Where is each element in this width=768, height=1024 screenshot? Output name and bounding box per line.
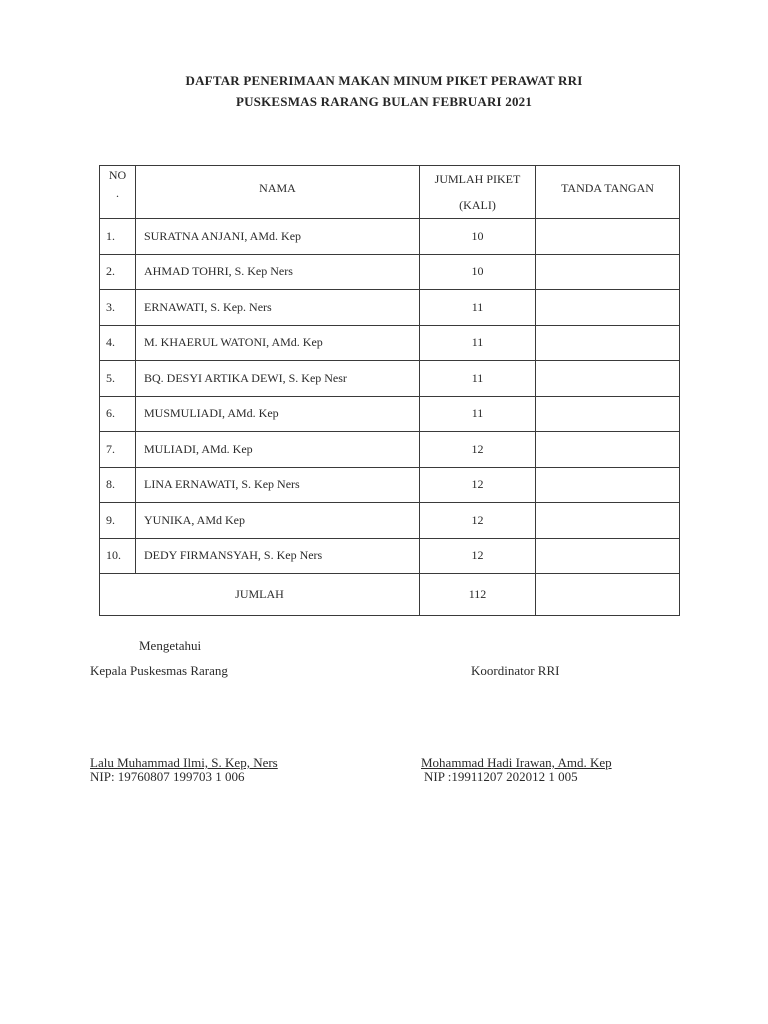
row-signature-cell <box>536 290 680 326</box>
row-jumlah-piket: 11 <box>420 361 536 397</box>
row-signature-cell <box>536 325 680 361</box>
mengetahui-label: Mengetahui <box>139 638 202 653</box>
row-jumlah-piket: 11 <box>420 290 536 326</box>
row-number: 3. <box>100 290 136 326</box>
row-nama: MUSMULIADI, AMd. Kep <box>136 396 420 432</box>
header-jumlah-piket <box>420 166 536 219</box>
row-jumlah-piket: 11 <box>420 396 536 432</box>
header-jumlah-line2: (KALI) <box>459 198 496 212</box>
total-value: 112 <box>420 574 536 616</box>
document-title: DAFTAR PENERIMAAN MAKAN MINUM PIKET PERAWAT RRI <box>185 73 583 88</box>
header-nama: NAMA <box>136 166 420 219</box>
table-row <box>100 361 680 397</box>
row-signature-cell <box>536 467 680 503</box>
header-no-line1: NO <box>108 168 127 182</box>
row-number: 9. <box>100 503 136 539</box>
row-nama: MULIADI, AMd. Kep <box>136 432 420 468</box>
row-jumlah-piket: 12 <box>420 432 536 468</box>
row-nama: YUNIKA, AMd Kep <box>136 503 420 539</box>
table-row <box>100 254 680 290</box>
total-row <box>100 574 680 616</box>
row-number: 10. <box>100 538 136 574</box>
table-row <box>100 325 680 361</box>
row-nama: LINA ERNAWATI, S. Kep Ners <box>136 467 420 503</box>
left-signer-nip: NIP: 19760807 199703 1 006 <box>90 769 245 784</box>
table-row <box>100 538 680 574</box>
left-signer-title: Kepala Puskesmas Rarang <box>90 663 228 678</box>
header-no <box>100 166 136 219</box>
document-subtitle: PUSKESMAS RARANG BULAN FEBRUARI 2021 <box>235 94 533 109</box>
row-jumlah-piket: 12 <box>420 503 536 539</box>
row-signature-cell <box>536 538 680 574</box>
row-nama: SURATNA ANJANI, AMd. Kep <box>136 219 420 255</box>
right-signer-nip: NIP :19911207 202012 1 005 <box>424 769 578 784</box>
row-signature-cell <box>536 432 680 468</box>
row-signature-cell <box>536 503 680 539</box>
header-tanda-tangan: TANDA TANGAN <box>536 166 680 219</box>
row-nama: AHMAD TOHRI, S. Kep Ners <box>136 254 420 290</box>
table-row <box>100 219 680 255</box>
total-label: JUMLAH <box>100 574 420 616</box>
row-number: 4. <box>100 325 136 361</box>
row-number: 8. <box>100 467 136 503</box>
row-jumlah-piket: 11 <box>420 325 536 361</box>
right-signer-title: Koordinator RRI <box>471 663 560 678</box>
table-row <box>100 290 680 326</box>
row-number: 5. <box>100 361 136 397</box>
piket-table <box>99 165 680 616</box>
row-signature-cell <box>536 361 680 397</box>
row-number: 7. <box>100 432 136 468</box>
table-row <box>100 432 680 468</box>
row-number: 1. <box>100 219 136 255</box>
header-no-line2: . <box>116 186 119 200</box>
header-jumlah-line1: JUMLAH PIKET <box>434 172 521 186</box>
right-signer-name: Mohammad Hadi Irawan, Amd. Kep <box>421 755 612 770</box>
total-signature-cell <box>536 574 680 616</box>
row-nama: DEDY FIRMANSYAH, S. Kep Ners <box>136 538 420 574</box>
row-number: 2. <box>100 254 136 290</box>
row-signature-cell <box>536 219 680 255</box>
table-row <box>100 503 680 539</box>
row-nama: ERNAWATI, S. Kep. Ners <box>136 290 420 326</box>
table-row <box>100 467 680 503</box>
row-signature-cell <box>536 254 680 290</box>
left-signer-name: Lalu Muhammad Ilmi, S. Kep, Ners <box>90 755 278 770</box>
table-row <box>100 396 680 432</box>
row-signature-cell <box>536 396 680 432</box>
row-nama: BQ. DESYI ARTIKA DEWI, S. Kep Nesr <box>136 361 420 397</box>
table-header-row <box>100 166 680 219</box>
row-jumlah-piket: 12 <box>420 467 536 503</box>
row-nama: M. KHAERUL WATONI, AMd. Kep <box>136 325 420 361</box>
row-number: 6. <box>100 396 136 432</box>
row-jumlah-piket: 10 <box>420 254 536 290</box>
row-jumlah-piket: 10 <box>420 219 536 255</box>
row-jumlah-piket: 12 <box>420 538 536 574</box>
